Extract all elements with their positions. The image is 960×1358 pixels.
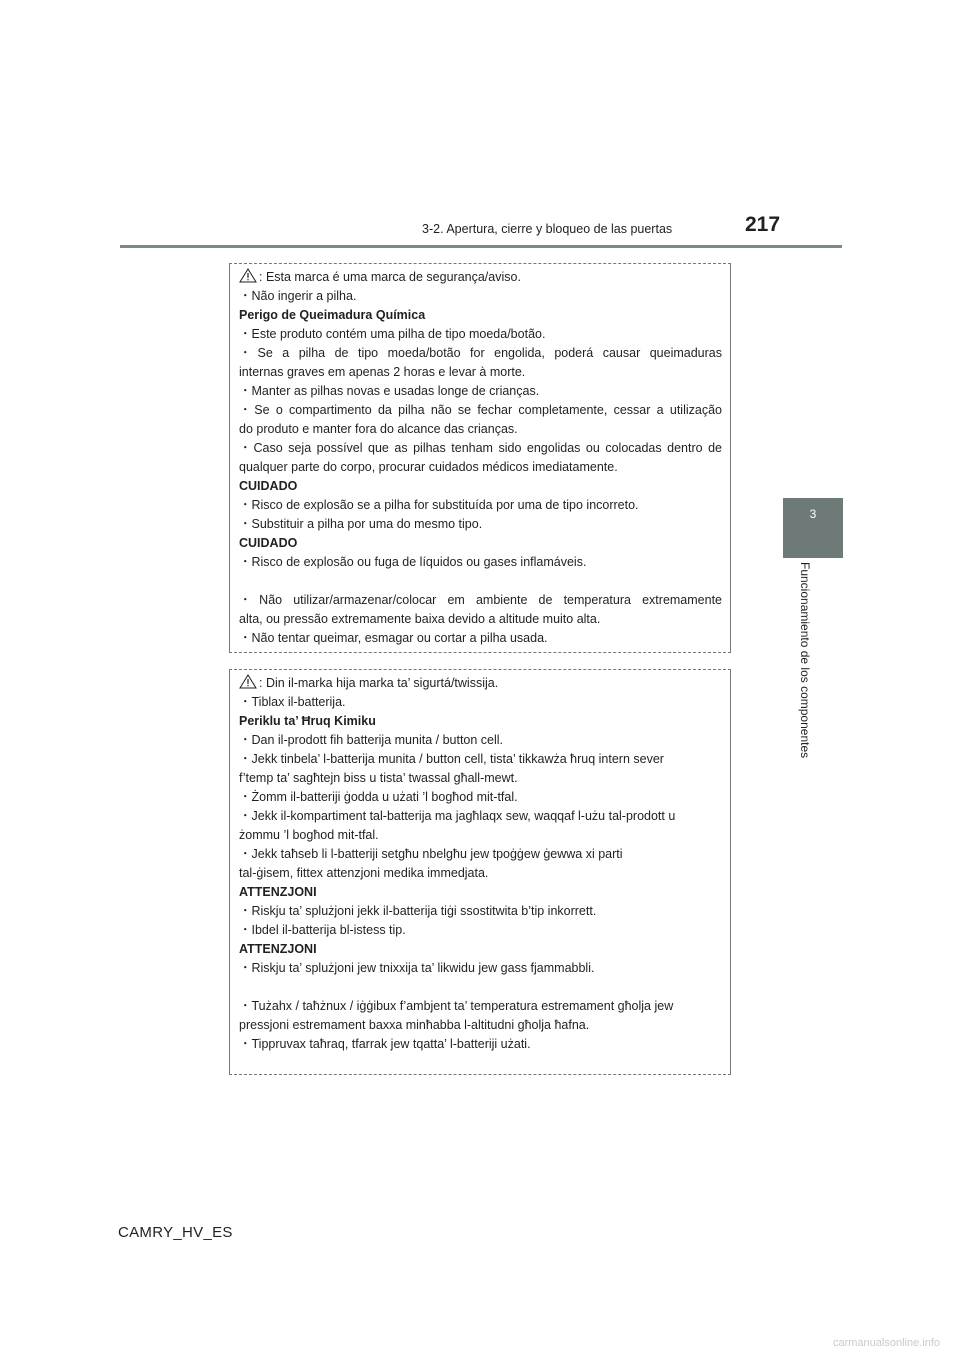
warning-line: ・Jekk taħseb li l-batteriji setgħu nbelgħu jew tpoġġew ġewwa xi parti (239, 847, 623, 861)
watermark: carmanualsonline.info (832, 1337, 940, 1349)
caution-heading: ATTENZJONI (239, 942, 317, 956)
warning-line: ・Manter as pilhas novas e usadas longe de crianças. (239, 384, 540, 398)
chapter-tab (783, 498, 843, 558)
warning-line: ・Risco de explosão se a pilha for substituída por uma de tipo incorreto. (239, 498, 639, 512)
blank-line (239, 572, 722, 591)
page-number: 217 (745, 213, 781, 236)
warning-line: ・Se a pilha de tipo moeda/botão for engolida, poderá causar queimaduras (239, 346, 722, 360)
warning-line: ・Riskju ta’ splużjoni jekk il-batterija tiġi ssostitwita b’tip inkorrett. (239, 904, 597, 918)
warning-line: ・Tiblax il-batterija. (239, 695, 346, 709)
warning-line: żommu ’l bogħod mit-tfal. (239, 828, 379, 842)
caution-heading: CUIDADO (239, 536, 298, 550)
warning-line: ・Não utilizar/armazenar/colocar em ambiente de temperatura extremamente (239, 593, 722, 607)
header-divider (120, 245, 842, 248)
warning-line: ・Tippruvax taħraq, tfarrak jew tqatta’ l-batteriji użati. (239, 1037, 531, 1051)
warning-line-intro: : Din il-marka hija marka ta’ sigurtá/twissija. (239, 674, 722, 693)
warning-line: ・Se o compartimento da pilha não se fechar completamente, cessar a utilização (239, 403, 722, 417)
warning-line: ・Substituir a pilha por uma do mesmo tipo. (239, 517, 483, 531)
warning-line: ・Este produto contém uma pilha de tipo moeda/botão. (239, 327, 546, 341)
warning-line: pressjoni estremament baxxa minħabba l-altitudni għolja ħafna. (239, 1018, 590, 1032)
warning-line: f’temp ta’ sagħtejn biss u tista’ twassal għall-mewt. (239, 771, 518, 785)
warning-triangle-icon (239, 268, 257, 283)
battery-warning-box-portuguese (229, 263, 731, 653)
blank-line (239, 978, 722, 997)
warning-line: ・Riskju ta’ splużjoni jew tnixxija ta’ likwidu jew gass fjammabbli. (239, 961, 595, 975)
warning-line: ・Jekk il-kompartiment tal-batterija ma jagħlaqx sew, waqqaf l-użu tal-prodott u (239, 809, 676, 823)
warning-line: ・Tużahx / taħżnux / iġġibux f’ambjent ta’ temperatura estremament għolja jew (239, 999, 674, 1013)
warning-line: alta, ou pressão extremamente baixa devido a altitude muito alta. (239, 612, 601, 626)
chapter-title-text: Funcionamiento de los componentes (798, 562, 812, 759)
warning-line-intro: : Esta marca é uma marca de segurança/aviso. (239, 268, 722, 287)
running-header-section: 3-2. Apertura, cierre y bloqueo de las puertas (422, 222, 673, 236)
warning-line: ・Não ingerir a pilha. (239, 289, 357, 303)
warning-line: ・Não tentar queimar, esmagar ou cortar a pilha usada. (239, 631, 548, 645)
warning-line: ・Risco de explosão ou fuga de líquidos ou gases inflamáveis. (239, 555, 587, 569)
warning-line: qualquer parte do corpo, procurar cuidados médicos imediatamente. (239, 460, 618, 474)
chapter-number: 3 (809, 507, 817, 521)
warning-line: ・Ibdel il-batterija bl-istess tip. (239, 923, 406, 937)
warning-heading: Periklu ta’ Ħruq Kimiku (239, 714, 376, 728)
warning-line: ・Dan il-prodott fih batterija munita / button cell. (239, 733, 504, 747)
chapter-side-title (796, 562, 814, 802)
caution-heading: ATTENZJONI (239, 885, 317, 899)
caution-heading: CUIDADO (239, 479, 298, 493)
warning-triangle-icon (239, 674, 257, 689)
warning-line: tal-ġisem, fittex attenzjoni medika immedjata. (239, 866, 489, 880)
model-code: CAMRY_HV_ES (118, 1224, 233, 1241)
warning-line: do produto e manter fora do alcance das crianças. (239, 422, 518, 436)
warning-heading: Perigo de Queimadura Química (239, 308, 426, 322)
warning-line: ・Caso seja possível que as pilhas tenham sido engolidas ou colocadas dentro de (239, 441, 722, 455)
battery-warning-box-maltese (229, 669, 731, 1075)
warning-line: ・Jekk tinbela’ l-batterija munita / button cell, tista’ tikkawża ħruq intern sever (239, 752, 664, 766)
warning-line: ・Żomm il-batteriji ġodda u użati ’l bogħod mit-tfal. (239, 790, 518, 804)
warning-line: internas graves em apenas 2 horas e levar à morte. (239, 365, 526, 379)
